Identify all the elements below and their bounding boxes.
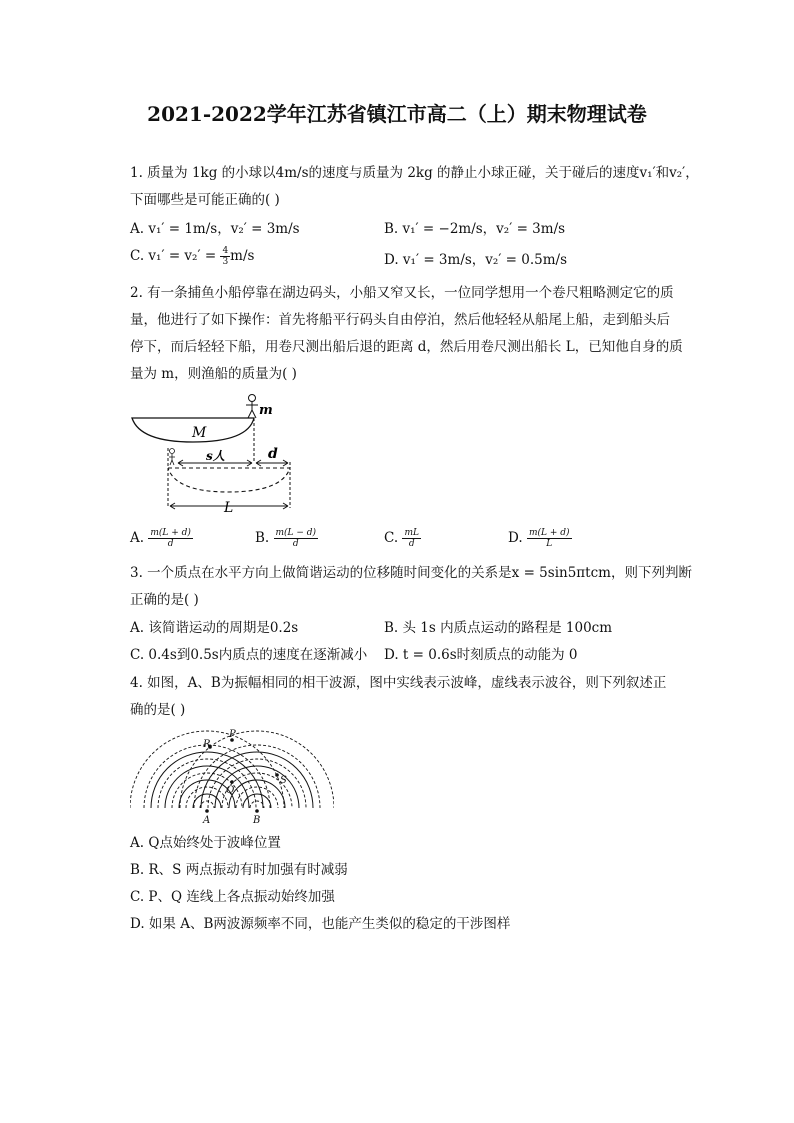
q2-option-a-label: A. [130, 530, 145, 546]
fraction-denominator: 3 [222, 257, 229, 267]
fraction-denominator: L [546, 539, 553, 549]
dashed-boat [168, 468, 290, 492]
boat-figure [128, 390, 298, 520]
q2-option-d-label: D. [508, 530, 523, 546]
q2-option-c[interactable] [384, 528, 421, 549]
small-person-head [170, 449, 175, 454]
q1-option-c-fraction [220, 246, 230, 267]
label-s: S [280, 775, 287, 786]
q3-stem-line2: 正确的是( ) [130, 592, 199, 608]
label-a: A [203, 815, 211, 825]
q3-option-c[interactable]: C. 0.4s到0.5s内质点的速度在逐渐减小 [130, 647, 368, 663]
q2-option-c-label: C. [384, 530, 399, 546]
q4-stem-line1: 4. 如图，A、B为振幅相同的相干波源，图中实线表示波峰，虚线表示波谷，则下列叙述正 [130, 675, 667, 691]
small-person-body [169, 454, 175, 465]
point-s [275, 773, 279, 777]
q1-option-b[interactable]: B. v₁′ = −2m/s，v₂′ = 3m/s [384, 221, 566, 237]
fraction-numerator: m(L + d) [150, 528, 191, 538]
q1-option-c-pre: C. v₁′ = v₂′ = [130, 248, 221, 264]
person-body [246, 402, 258, 418]
question-2-stem [130, 280, 700, 388]
q2-option-a-fraction [148, 528, 193, 549]
q3-stem-line1: 3. 一个质点在水平方向上做简谐运动的位移随时间变化的关系是x = 5sin5πtcm，则下列判断 [130, 565, 692, 581]
person-head [249, 395, 256, 402]
label-b: B [253, 815, 261, 825]
q2-option-b[interactable] [255, 528, 318, 549]
q4-option-b[interactable]: B. R、S 两点振动有时加强有时减弱 [130, 862, 348, 878]
q2-option-d-fraction [527, 528, 572, 549]
q1-stem-line1: 1. 质量为 1kg 的小球以4m/s的速度与质量为 2kg 的静止小球正碰，关于碰后的速度v₁′和v₂′， [130, 165, 699, 181]
q2-option-c-fraction [402, 528, 421, 549]
d-label: d [268, 446, 278, 462]
q1-option-a[interactable]: A. v₁′ = 1m/s，v₂′ = 3m/s [130, 221, 300, 237]
label-q: Q [226, 785, 235, 796]
fraction-denominator: d [167, 539, 174, 549]
fraction-numerator: 4 [222, 246, 229, 256]
q3-option-d[interactable]: D. t = 0.6s时刻质点的动能为 0 [384, 647, 578, 663]
q2-stem-line4: 量为 m，则渔船的质量为( ) [130, 366, 297, 382]
fraction-denominator: d [408, 539, 415, 549]
q4-option-d[interactable]: D. 如果 A、B两波源频率不同，也能产生类似的稳定的干涉图样 [130, 916, 511, 932]
interference-figure [130, 727, 334, 825]
wave-a-trough-2 [186, 787, 228, 808]
wave-a-trough-5 [144, 745, 270, 808]
s-label: s人 [206, 449, 225, 463]
q2-stem-line3: 停下，而后轻轻下船，用卷尺测出船后退的距离 d，然后用卷尺测出船长 L，已知他自身的质 [130, 339, 683, 355]
q2-option-a[interactable] [130, 528, 193, 549]
person-mass-label: m [259, 403, 273, 418]
q2-option-d[interactable] [508, 528, 572, 549]
q2-option-b-label: B. [255, 530, 270, 546]
label-r: R [203, 739, 211, 750]
q1-option-c-post: m/s [230, 248, 255, 264]
source-b-point [255, 809, 259, 813]
point-q [230, 780, 234, 784]
q3-option-b[interactable]: B. 头 1s 内质点运动的路程是 100cm [384, 620, 613, 636]
question-3-stem [130, 560, 700, 614]
wave-b-trough-5 [194, 745, 320, 808]
q2-stem-line2: 量，他进行了如下操作：首先将船平行码头自由停泊，然后他轻轻从船尾上船，走到船头后 [130, 312, 670, 328]
wave-b-trough-1 [250, 801, 264, 808]
boat-mass-label: M [192, 425, 207, 441]
page-title: 2021-2022学年江苏省镇江市高二（上）期末物理试卷 [147, 102, 647, 126]
q2-stem-line1: 2. 有一条捕鱼小船停靠在湖边码头，小船又窄又长，一位同学想用一个卷尺粗略测定它的质 [130, 285, 674, 301]
fraction-numerator: m(L + d) [528, 528, 570, 538]
q1-stem-line2: 下面哪些是可能正确的( ) [130, 192, 280, 208]
wave-a-trough-1 [200, 801, 214, 808]
question-1-stem [130, 160, 700, 214]
label-p: P [229, 729, 236, 740]
q1-option-c[interactable] [130, 246, 254, 267]
fraction-denominator: d [292, 539, 299, 549]
q3-option-a[interactable]: A. 该简谐运动的周期是0.2s [130, 620, 299, 636]
fraction-numerator: mL [404, 528, 419, 538]
q2-option-b-fraction [274, 528, 319, 549]
fraction-numerator: m(L − d) [275, 528, 317, 538]
question-4-stem [130, 670, 700, 724]
q4-option-c[interactable]: C. P、Q 连线上各点振动始终加强 [130, 889, 335, 905]
l-label: L [224, 500, 234, 516]
q4-stem-line2: 确的是( ) [130, 702, 186, 718]
q4-option-a[interactable]: A. Q点始终处于波峰位置 [130, 835, 281, 851]
q1-option-d[interactable]: D. v₁′ = 3m/s，v₂′ = 0.5m/s [384, 252, 568, 268]
source-a-point [205, 809, 209, 813]
